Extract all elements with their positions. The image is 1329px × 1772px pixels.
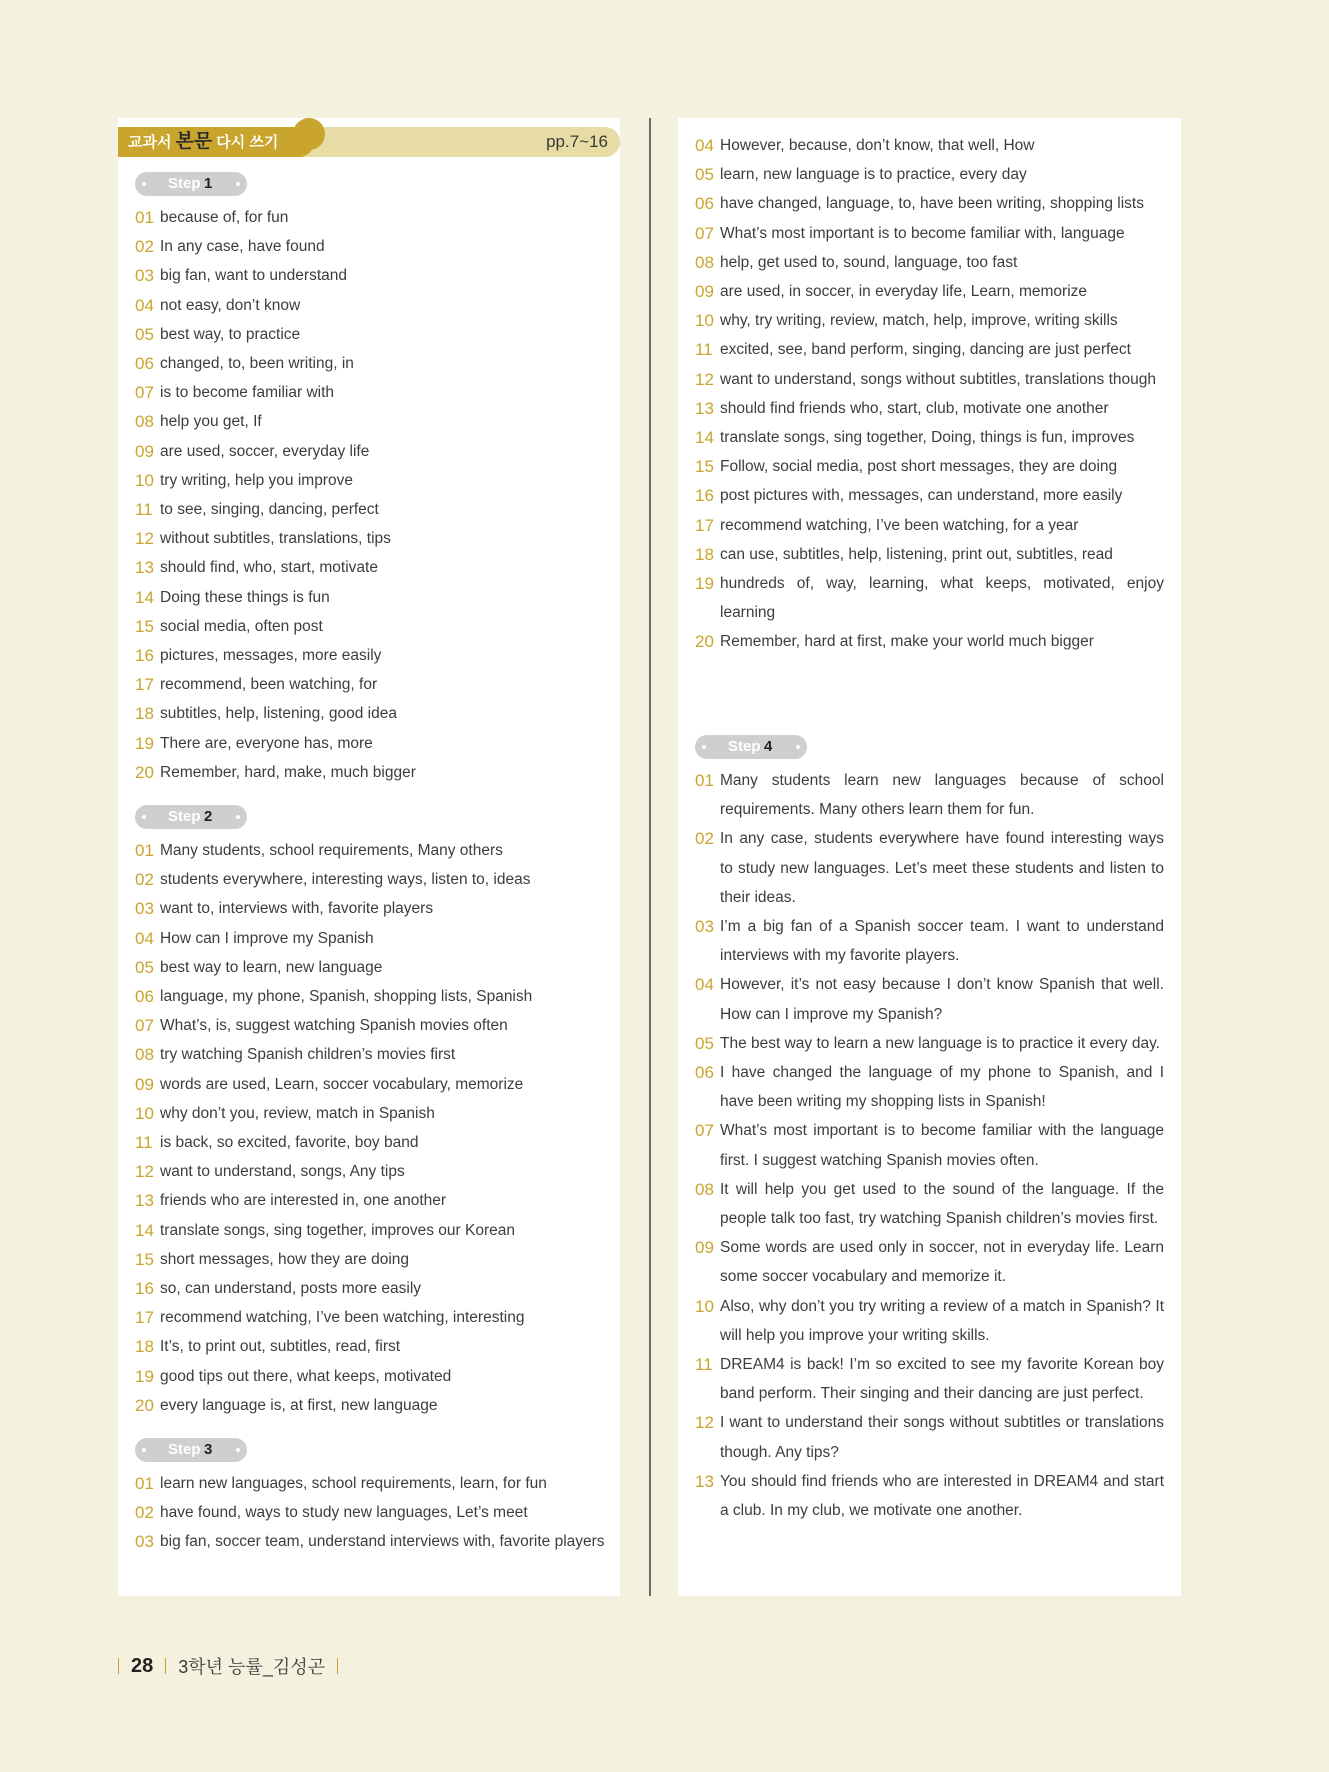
answer-item [135,378,613,407]
step3-badge [135,1438,247,1462]
item-number: 13 [135,558,154,578]
item-text: subtitles, help, listening, good idea [160,705,397,723]
answer-item [135,583,613,612]
step1-section [135,172,613,787]
item-number: 11 [135,500,153,520]
item-number: 13 [135,1191,154,1211]
item-text: What’s, is, suggest watching Spanish movies often [160,1017,508,1035]
item-text: translate songs, sing together, improves our Korean [160,1221,515,1239]
answer-item [695,160,1164,189]
item-text: big fan, want to understand [160,267,347,285]
answer-item [695,335,1164,364]
answer-item [135,1391,613,1420]
item-text: without subtitles, translations, tips [160,530,391,548]
item-text: want to understand, songs without subtitles, translations though [720,370,1156,388]
item-number: 12 [695,1413,714,1433]
item-text: short messages, how they are doing [160,1250,409,1268]
item-text: should find friends who, start, club, motivate one another [720,399,1109,417]
item-number: 01 [135,1474,154,1493]
item-number: 09 [695,282,714,302]
item-number: 19 [135,733,154,753]
item-number: 01 [135,208,154,227]
item-number: 12 [135,529,154,549]
item-number: 07 [135,1016,154,1036]
page-footer [118,1651,338,1681]
answer-item [135,407,613,436]
item-number: 14 [135,1220,154,1240]
column-divider [649,118,651,1596]
item-text: hundreds of, way, learning, what keeps, motivated, enjoy learning [720,575,1164,622]
item-number: 17 [695,515,714,535]
answer-item [695,248,1164,277]
item-number: 18 [135,704,154,724]
item-text: Some words are used only in soccer, not in everyday life. Learn some soccer vocabulary and memorize it. [720,1239,1164,1286]
item-number: 03 [135,1532,154,1552]
item-text: Also, why don’t you try writing a review of a match in Spanish? It will help you improve your writing skills. [720,1297,1164,1344]
item-number: 10 [135,470,154,490]
item-text: I have changed the language of my phone to Spanish, and I have been writing my shopping lists in Spanish! [720,1064,1164,1111]
item-number: 15 [135,616,154,636]
answer-item [135,758,613,787]
item-text: However, it’s not easy because I don’t know Spanish that well. How can I improve my Spanish? [720,976,1164,1023]
item-number: 04 [695,136,714,155]
item-text: Doing these things is fun [160,588,330,606]
answer-item [695,912,1164,970]
answer-item [135,1040,613,1069]
item-text: are used, in soccer, in everyday life, Learn, memorize [720,283,1088,301]
answer-item [135,699,613,728]
page-number: 28 [131,1654,154,1677]
answer-item [135,924,613,953]
item-text: best way to learn, new language [160,958,383,976]
item-number: 07 [695,1121,714,1141]
item-text: can use, subtitles, help, listening, print out, subtitles, read [720,545,1113,563]
item-text: learn new languages, school requirements, learn, for fun [160,1475,547,1492]
answer-item [695,569,1164,627]
answer-item [135,1245,613,1274]
answer-item [695,452,1164,481]
answer-item [695,277,1164,306]
answer-item [695,306,1164,335]
step-number: 3 [204,1441,213,1458]
item-text: learn, new language is to practice, every day [720,166,1027,184]
item-number: 04 [135,928,154,948]
item-number: 18 [135,1337,154,1357]
header-circle-decoration [293,118,325,150]
item-text: to see, singing, dancing, perfect [160,501,379,519]
item-number: 16 [135,646,154,666]
answer-item [135,349,613,378]
answer-item [135,612,613,641]
footer-separator [337,1658,338,1674]
item-number: 02 [135,870,154,890]
answer-item [135,729,613,758]
item-number: 09 [135,441,154,461]
item-text: words are used, Learn, soccer vocabulary, memorize [160,1075,524,1093]
item-number: 09 [695,1238,714,1258]
item-text: have found, ways to study new languages, Let’s meet [160,1504,528,1522]
answer-item [135,1099,613,1128]
item-text: try watching Spanish children’s movies first [160,1046,456,1064]
item-number: 20 [135,1395,154,1415]
answer-item [135,1157,613,1186]
answer-item [135,437,613,466]
answer-item [695,131,1164,160]
item-number: 06 [695,194,714,214]
item-text: not easy, don’t know [160,296,301,314]
item-number: 19 [135,1366,154,1386]
item-number: 10 [695,311,714,331]
right-column [678,118,1181,1596]
answer-item [695,481,1164,510]
item-number: 11 [695,1355,713,1375]
step-label: Step [728,738,761,755]
step2-section [135,805,613,1420]
item-number: 02 [695,829,714,849]
step3-continued-section [695,131,1164,657]
answer-item [695,970,1164,1028]
item-number: 10 [695,1296,714,1316]
item-text: Many students, school requirements, Many others [160,842,503,859]
step2-badge [135,805,247,829]
item-number: 13 [695,1471,714,1491]
item-number: 18 [695,544,714,564]
answer-item [695,1116,1164,1174]
item-text: What’s most important is to become familiar with the language first. I suggest watching Spanish movies often. [720,1122,1164,1169]
item-number: 08 [695,1179,714,1199]
item-text: However, because, don’t know, that well, How [720,137,1035,154]
item-number: 07 [695,223,714,243]
item-number: 12 [695,369,714,389]
item-number: 17 [135,1308,154,1328]
item-number: 05 [695,165,714,185]
answer-item [695,1467,1164,1525]
answer-item [135,261,613,290]
answer-item [695,766,1164,824]
answer-item [135,641,613,670]
title-suffix: 다시 쓰기 [216,134,279,151]
item-number: 19 [695,574,714,594]
item-number: 07 [135,383,154,403]
answer-item [695,365,1164,394]
answer-item [135,1527,613,1556]
item-text: Remember, hard, make, much bigger [160,763,416,781]
answer-item [695,511,1164,540]
item-text: translate songs, sing together, Doing, things is fun, improves [720,429,1135,447]
item-text: is back, so excited, favorite, boy band [160,1134,419,1152]
item-number: 03 [695,917,714,937]
item-text: want to, interviews with, favorite players [160,900,434,918]
item-number: 05 [135,324,154,344]
item-number: 06 [695,1063,714,1083]
item-text: social media, often post [160,617,323,635]
item-number: 15 [135,1249,154,1269]
item-text: post pictures with, messages, can understand, more easily [720,487,1123,505]
item-text: pictures, messages, more easily [160,647,382,665]
item-number: 16 [135,1279,154,1299]
item-number: 02 [135,237,154,257]
answer-item [135,553,613,582]
item-text: DREAM4 is back! I’m so excited to see my favorite Korean boy band perform. Their singing and their dancing are just perfect. [720,1356,1164,1403]
answer-item [135,203,613,232]
answer-item [135,1498,613,1527]
item-number: 03 [135,899,154,919]
item-text: Follow, social media, post short messages, they are doing [720,458,1118,476]
item-text: help, get used to, sound, language, too fast [720,253,1018,271]
item-text: why, try writing, review, match, help, improve, writing skills [720,312,1118,330]
item-number: 08 [135,1045,154,1065]
answer-item [135,894,613,923]
answer-item [695,540,1164,569]
item-text: In any case, students everywhere have found interesting ways to study new languages. Let’s meet these students and listen to their ideas. [720,830,1164,906]
answer-item [695,824,1164,912]
item-text: are used, soccer, everyday life [160,442,370,460]
item-number: 20 [135,762,154,782]
item-text: excited, see, band perform, singing, dancing are just perfect [720,341,1131,359]
step1-badge [135,172,247,196]
answer-item [135,320,613,349]
item-text: have changed, language, to, have been writing, shopping lists [720,195,1144,213]
item-text: I’m a big fan of a Spanish soccer team. I want to understand interviews with my favorite players. [720,918,1164,965]
item-number: 02 [135,1503,154,1523]
item-text: Many students learn new languages because of school requirements. Many others learn them for fun. [720,772,1164,819]
answer-item [695,219,1164,248]
item-text: changed, to, been writing, in [160,355,354,373]
item-text: It will help you get used to the sound of the language. If the people talk too fast, try watching Spanish children’s movies first. [720,1180,1164,1228]
item-text: In any case, have found [160,238,325,256]
footer-separator [165,1658,166,1674]
page-range: pp.7~16 [546,132,608,151]
item-text: good tips out there, what keeps, motivated [160,1367,452,1385]
answer-item [135,291,613,320]
step-label: Step [168,175,201,192]
answer-item [135,1362,613,1391]
item-text: best way, to practice [160,325,301,343]
item-number: 04 [135,295,154,315]
answer-item [695,1058,1164,1116]
answer-item [695,1175,1164,1233]
step-number: 4 [764,738,773,755]
item-text: I want to understand their songs without subtitles or translations though. Any tips? [720,1414,1164,1461]
answer-item [135,495,613,524]
item-text: students everywhere, interesting ways, listen to, ideas [160,871,531,889]
item-text: How can I improve my Spanish [160,929,374,947]
item-number: 08 [695,252,714,272]
answer-item [135,865,613,894]
item-text: What’s most important is to become familiar with, language [720,224,1125,242]
answer-item [695,1408,1164,1466]
answer-item [135,1303,613,1332]
answer-item [135,1128,613,1157]
title-prefix: 교과서 [128,134,172,151]
step-label: Step [168,808,201,825]
answer-item [135,1332,613,1361]
item-number: 13 [695,398,714,418]
footer-separator [118,1658,119,1674]
item-text: because of, for fun [160,209,289,226]
item-text: every language is, at first, new language [160,1396,438,1414]
item-text: recommend watching, I’ve been watching, for a year [720,516,1079,534]
item-text: help you get, If [160,413,262,431]
step-number: 2 [204,808,213,825]
item-text: try writing, help you improve [160,471,353,489]
item-number: 11 [135,1133,153,1153]
step-label: Step [168,1441,201,1458]
item-number: 06 [135,987,154,1007]
answer-item [135,982,613,1011]
item-text: big fan, soccer team, understand interviews with, favorite players [160,1533,605,1551]
item-text: is to become familiar with [160,384,335,402]
item-number: 01 [135,841,154,860]
item-number: 05 [135,957,154,977]
answer-item [135,1070,613,1099]
answer-item [135,524,613,553]
answer-item [695,394,1164,423]
answer-item [695,1233,1164,1291]
left-column [118,118,620,1596]
answer-item [135,1274,613,1303]
item-number: 20 [695,632,714,652]
item-number: 12 [135,1162,154,1182]
item-number: 03 [135,266,154,286]
answer-item [695,1350,1164,1408]
answer-item [135,1011,613,1040]
section-title [128,127,278,158]
item-text: The best way to learn a new language is to practice it every day. [720,1034,1160,1052]
title-emphasis: 본문 [175,131,213,152]
item-text: It’s, to print out, subtitles, read, first [160,1338,401,1356]
item-text: You should find friends who are interested in DREAM4 and start a club. In my club, we motivate one another. [720,1472,1164,1520]
step3-section [135,1438,613,1557]
book-info: 3학년 능률_김성곤 [178,1657,325,1677]
step4-section [695,735,1164,1525]
step-number: 1 [204,175,213,192]
item-text: recommend, been watching, for [160,676,378,694]
item-number: 15 [695,457,714,477]
answer-item [135,466,613,495]
item-number: 06 [135,354,154,374]
item-number: 04 [695,975,714,995]
answer-item [695,1029,1164,1058]
answer-item [135,1186,613,1215]
item-number: 14 [135,587,154,607]
item-number: 16 [695,486,714,506]
answer-item [135,1216,613,1245]
item-text: Remember, hard at first, make your world much bigger [720,633,1094,651]
answer-item [695,423,1164,452]
item-text: There are, everyone has, more [160,734,373,752]
item-text: why don’t you, review, match in Spanish [160,1104,435,1122]
item-number: 01 [695,771,714,790]
answer-item [135,1469,613,1498]
answer-item [135,836,613,865]
item-number: 14 [695,428,714,448]
item-number: 17 [135,675,154,695]
item-number: 10 [135,1103,154,1123]
step4-badge [695,735,807,759]
answer-item [695,189,1164,218]
item-number: 08 [135,412,154,432]
item-number: 05 [695,1033,714,1053]
item-number: 11 [695,340,713,360]
item-number: 09 [135,1074,154,1094]
answer-item [695,1292,1164,1350]
item-text: language, my phone, Spanish, shopping lists, Spanish [160,988,533,1006]
item-text: friends who are interested in, one another [160,1192,447,1210]
item-text: should find, who, start, motivate [160,559,378,577]
answer-item [135,670,613,699]
item-text: so, can understand, posts more easily [160,1280,422,1298]
answer-item [695,627,1164,656]
answer-item [135,232,613,261]
item-text: want to understand, songs, Any tips [160,1163,405,1181]
item-text: recommend watching, I’ve been watching, interesting [160,1309,525,1327]
answer-item [135,953,613,982]
